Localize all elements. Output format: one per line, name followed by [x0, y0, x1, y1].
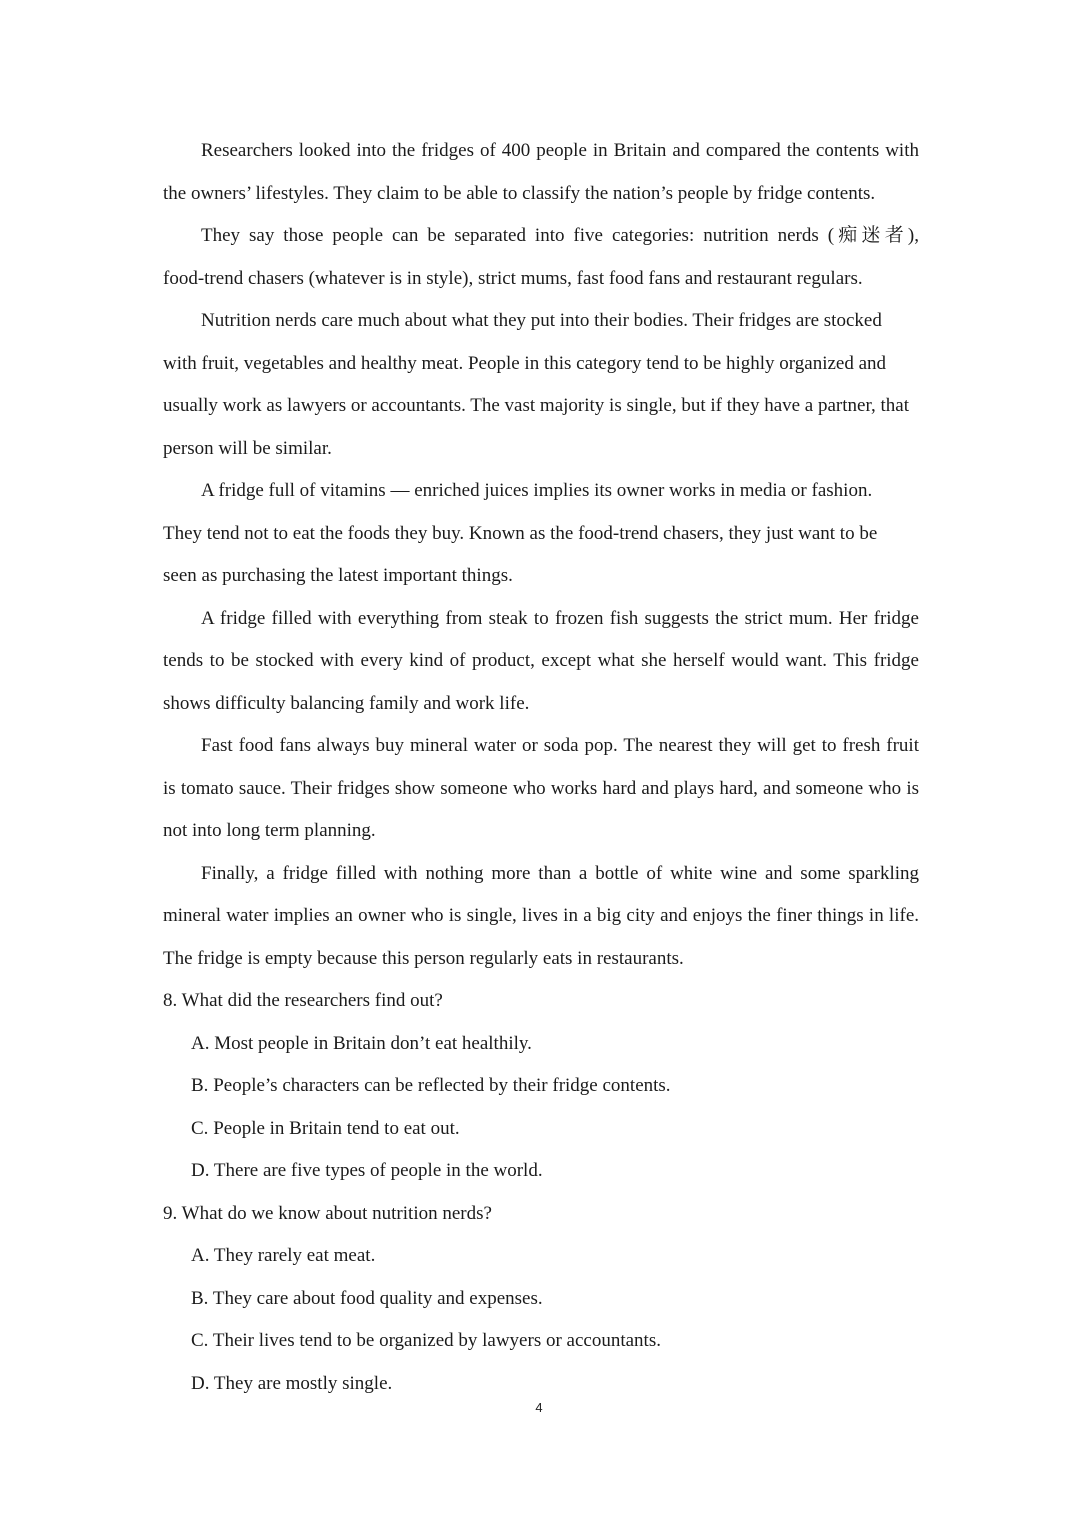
question-text: What did the researchers find out? — [181, 990, 443, 1011]
option-letter: A. — [191, 1245, 210, 1266]
question-text: What do we know about nutrition nerds? — [181, 1202, 492, 1224]
paragraph-2 — [163, 215, 919, 300]
paragraph-4 — [163, 470, 919, 598]
option-text: People in Britain tend to eat out. — [213, 1117, 460, 1139]
reading-passage — [163, 130, 919, 1405]
option-b — [163, 1065, 919, 1108]
option-a — [163, 1023, 919, 1066]
option-letter: B. — [191, 1287, 209, 1309]
question-stem — [163, 980, 919, 1023]
question-9 — [163, 1193, 919, 1406]
passage-line: person will be similar. — [163, 437, 332, 459]
passage-line: Researchers looked into the fridges of 400 people in Britain and compared the contents with — [201, 140, 919, 161]
passage-line: They say those people can be separated into five categories: nutrition nerds (痴迷者), — [201, 225, 919, 246]
passage-line: The fridge is empty because this person regularly eats in restaurants. — [163, 947, 684, 969]
option-text: People’s characters can be reflected by their fridge contents. — [213, 1075, 671, 1096]
option-letter: C. — [191, 1117, 209, 1139]
option-letter: B. — [191, 1075, 209, 1096]
paragraph-3 — [163, 300, 919, 470]
option-c — [163, 1320, 919, 1363]
passage-line: is tomato sauce. Their fridges show someone who works hard and plays hard, and someone who is — [163, 777, 919, 799]
option-b — [163, 1278, 919, 1321]
option-letter: D. — [191, 1160, 210, 1181]
passage-line: usually work as lawyers or accountants. The vast majority is single, but if they have a partner, that — [163, 395, 910, 416]
paragraph-5 — [163, 598, 919, 726]
question-stem — [163, 1193, 919, 1236]
passage-line: Nutrition nerds care much about what they put into their bodies. Their fridges are stocked — [201, 310, 882, 331]
option-letter: C. — [191, 1330, 209, 1351]
option-d — [163, 1150, 919, 1193]
option-c — [163, 1108, 919, 1151]
option-letter: A. — [191, 1032, 210, 1054]
option-text: They rarely eat meat. — [213, 1245, 376, 1266]
paragraph-7 — [163, 853, 919, 981]
passage-line: Finally, a fridge filled with nothing more than a bottle of white wine and some sparkling — [201, 862, 919, 884]
passage-line: mineral water implies an owner who is single, lives in a big city and enjoys the finer things in life. — [163, 905, 919, 926]
passage-line: A fridge filled with everything from steak to frozen fish suggests the strict mum. Her fridge — [201, 607, 919, 629]
option-text: Most people in Britain don’t eat healthily. — [214, 1032, 532, 1054]
passage-line: A fridge full of vitamins — enriched juices implies its owner works in media or fashion. — [201, 480, 873, 501]
option-letter: D. — [191, 1372, 210, 1394]
question-8 — [163, 980, 919, 1193]
paragraph-6 — [163, 725, 919, 853]
passage-line: with fruit, vegetables and healthy meat. People in this category tend to be highly organized and — [163, 352, 887, 374]
passage-line: the owners’ lifestyles. They claim to be able to classify the nation’s people by fridge contents. — [163, 182, 876, 204]
question-number: 9. — [163, 1202, 178, 1224]
passage-line: Fast food fans always buy mineral water or soda pop. The nearest they will get to fresh fruit — [201, 735, 919, 756]
option-d — [163, 1363, 919, 1406]
passage-line: shows difficulty balancing family and work life. — [163, 692, 530, 714]
passage-line: They tend not to eat the foods they buy. Known as the food-trend chasers, they just want to be — [163, 522, 878, 544]
page-number: 4 — [535, 1400, 543, 1415]
option-a — [163, 1235, 919, 1278]
passage-line: seen as purchasing the latest important things. — [163, 565, 513, 586]
option-text: They care about food quality and expenses. — [212, 1287, 543, 1309]
passage-line: not into long term planning. — [163, 820, 376, 841]
question-number: 8. — [163, 990, 178, 1011]
passage-line: tends to be stocked with every kind of product, except what she herself would want. This fridge — [163, 650, 919, 671]
passage-line: food-trend chasers (whatever is in style), strict mums, fast food fans and restaurant regulars. — [163, 267, 863, 289]
option-text: They are mostly single. — [213, 1372, 393, 1394]
option-text: Their lives tend to be organized by lawyers or accountants. — [212, 1330, 661, 1351]
paragraph-1 — [163, 130, 919, 215]
option-text: There are five types of people in the world. — [213, 1160, 543, 1181]
